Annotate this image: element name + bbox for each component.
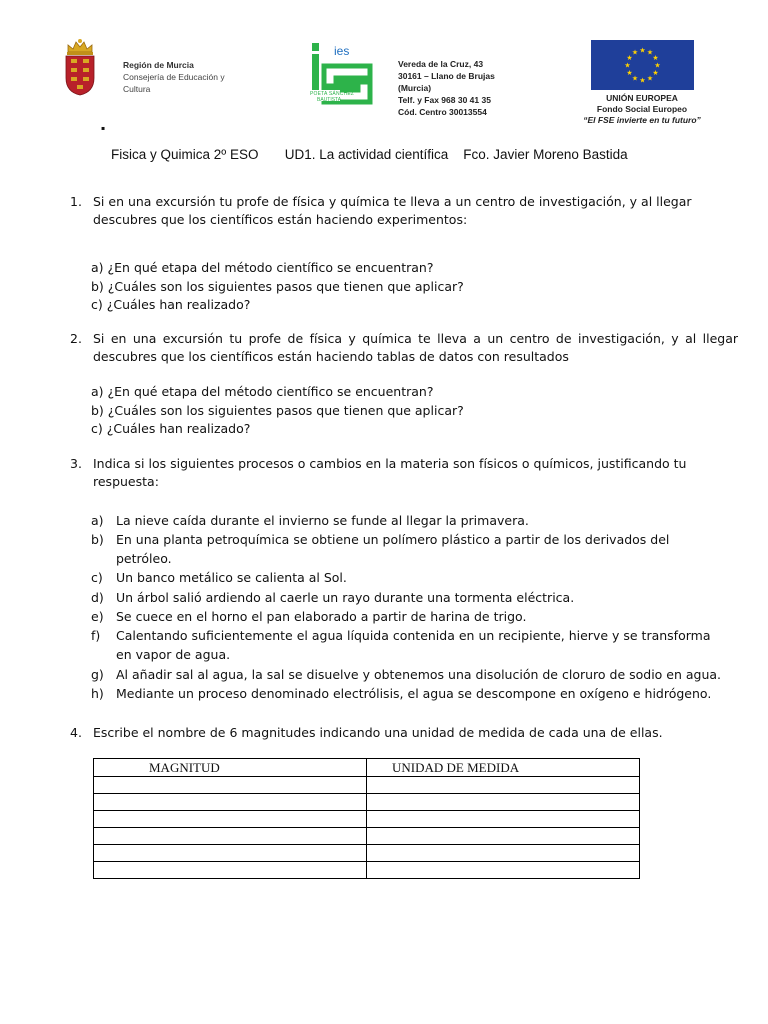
question-number: 2. [70,331,82,346]
eu-flag [591,40,694,90]
table-cell[interactable] [94,777,367,794]
subquestion: a) ¿En qué etapa del método científico se encuentran? [91,384,434,399]
question-number: 1. [70,194,82,209]
table-cell[interactable] [94,845,367,862]
address-line-2: 30161 – Llano de Brujas [398,71,495,81]
table-cell[interactable] [367,828,640,845]
item-text-continuation: petróleo. [116,551,172,566]
list-item [91,608,741,627]
table-cell[interactable] [367,777,640,794]
address-line-4: Telf. y Fax 968 30 41 35 [398,95,491,105]
table-row [94,862,640,879]
eu-star-icon: ★ [626,69,633,77]
item-label: f) [91,628,101,643]
item-label: g) [91,667,104,682]
table-cell[interactable] [94,828,367,845]
region-line-2: Consejería de Educación y [123,72,225,82]
item-text: Un banco metálico se calienta al Sol. [116,570,347,585]
ies-school-logo [308,42,376,112]
question-1-subquestions [91,259,731,315]
question-line: descubres que los científicos están haciendo experimentos: [93,212,468,227]
subquestion: b) ¿Cuáles son los siguientes pasos que tienen que aplicar? [91,278,464,294]
question-line: Si en una excursión tu profe de física y química te lleva a un centro de investigación, y al llegar [93,331,738,346]
subquestion: c) ¿Cuáles han realizado? [91,297,251,312]
item-text: Un árbol salió ardiendo al caerle un rayo durante una tormenta eléctrica. [116,589,575,605]
ies-logo-text: ies [334,44,350,58]
subquestion: a) ¿En qué etapa del método científico se encuentran? [91,260,434,275]
eu-line-2: Fondo Social Europeo [596,104,688,114]
question-text [93,724,738,742]
question-line: Si en una excursión tu profe de física y química te lleva a un centro de investigación, y al llegar [93,194,692,209]
list-item [91,685,741,704]
table-row [94,777,640,794]
magnitudes-table [93,758,640,879]
question-line: Indica si los siguientes procesos o cambios en la materia son físicos o químicos, justificando tu [93,456,687,471]
region-line-3: Cultura [123,84,151,94]
list-item [91,531,741,569]
eu-motto: “El FSE invierte en tu futuro” [583,115,701,125]
column-header-magnitud: MAGNITUD [94,759,367,777]
question-2-subquestions [91,383,731,439]
eu-star-icon: ★ [646,74,654,83]
table-row [94,828,640,845]
eu-line-1: UNIÓN EUROPEA [606,93,678,103]
eu-star-icon: ★ [652,54,659,62]
region-title: Región de Murcia [123,60,194,70]
eu-star-icon: ★ [639,76,646,85]
item-text: Al añadir sal al agua, la sal se disuelve y obtenemos una disolución de cloruro de sodio en agua. [116,667,722,682]
item-label: e) [91,609,104,624]
table-cell[interactable] [94,862,367,879]
item-text: Se cuece en el horno el pan elaborado a partir de harina de trigo. [116,609,527,624]
eu-text [562,93,722,126]
murcia-coat-of-arms [62,38,98,96]
column-header-unidad: UNIDAD DE MEDIDA [367,759,640,777]
eu-star-icon: ★ [631,48,639,57]
table-cell[interactable] [367,845,640,862]
subquestion: b) ¿Cuáles son los siguientes pasos que tienen que aplicar? [91,402,464,418]
subquestion: c) ¿Cuáles han realizado? [91,421,251,436]
question-line: Escribe el nombre de 6 magnitudes indicando una unidad de medida de cada una de ellas. [93,725,663,740]
question-text [93,193,738,229]
question-3-items [91,512,741,704]
eu-star-icon: ★ [652,69,659,77]
question-text [93,330,738,366]
item-label: d) [91,589,104,605]
eu-star-icon: ★ [639,46,646,55]
address-line-5: Cód. Centro 30013554 [398,107,487,117]
question-text [93,455,738,491]
question-number: 3. [70,456,82,471]
question-line: respuesta: [93,474,159,489]
list-item [91,589,741,609]
list-item [91,569,741,589]
eu-star-icon: ★ [631,74,639,83]
address-line-3: (Murcia) [398,83,432,93]
question-line: descubres que los científicos están haciendo tablas de datos con resultados [93,349,569,364]
item-text: Mediante un proceso denominado electrólisis, el agua se descompone en oxígeno e hidrógeno. [116,686,712,701]
item-label: a) [91,513,104,528]
table-cell[interactable] [94,811,367,828]
question-number: 4. [70,725,82,740]
question-1 [70,193,740,233]
course-line: Fisica y Quimica 2º ESO UD1. La actividad científica Fco. Javier Moreno Bastida [111,147,628,162]
question-4 [70,724,740,744]
table-cell[interactable] [367,862,640,879]
item-label: c) [91,570,103,585]
table-row [94,811,640,828]
region-text [123,59,263,95]
ies-logo-caption-1: POETA SÁNCHEZ [310,91,355,97]
question-3 [70,455,740,495]
eu-star-icon: ★ [654,61,661,70]
item-text-continuation: en vapor de agua. [116,647,231,662]
bullet-mark: ▪ [101,125,106,132]
item-text: En una planta petroquímica se obtiene un polímero plástico a partir de los derivados del [116,532,670,547]
item-text: La nieve caída durante el invierno se funde al llegar la primavera. [116,513,529,528]
eu-star-icon: ★ [626,54,633,62]
list-item [91,627,741,666]
list-item [91,666,741,685]
table-cell[interactable] [94,794,367,811]
table-row [94,794,640,811]
school-address [398,58,558,118]
ies-logo-caption-2: BAUTISTA [317,97,342,103]
item-text: Calentando suficientemente el agua líquida contenida en un recipiente, hierve y se transforma [116,628,711,643]
table-header-row [94,759,640,777]
address-line-1: Vereda de la Cruz, 43 [398,59,484,69]
item-label: b) [91,532,104,547]
eu-star-icon: ★ [646,48,654,57]
table-row [94,845,640,862]
eu-star-icon: ★ [624,61,631,70]
item-label: h) [91,686,104,701]
question-2 [70,330,740,370]
table-cell[interactable] [367,811,640,828]
list-item [91,512,741,531]
table-cell[interactable] [367,794,640,811]
